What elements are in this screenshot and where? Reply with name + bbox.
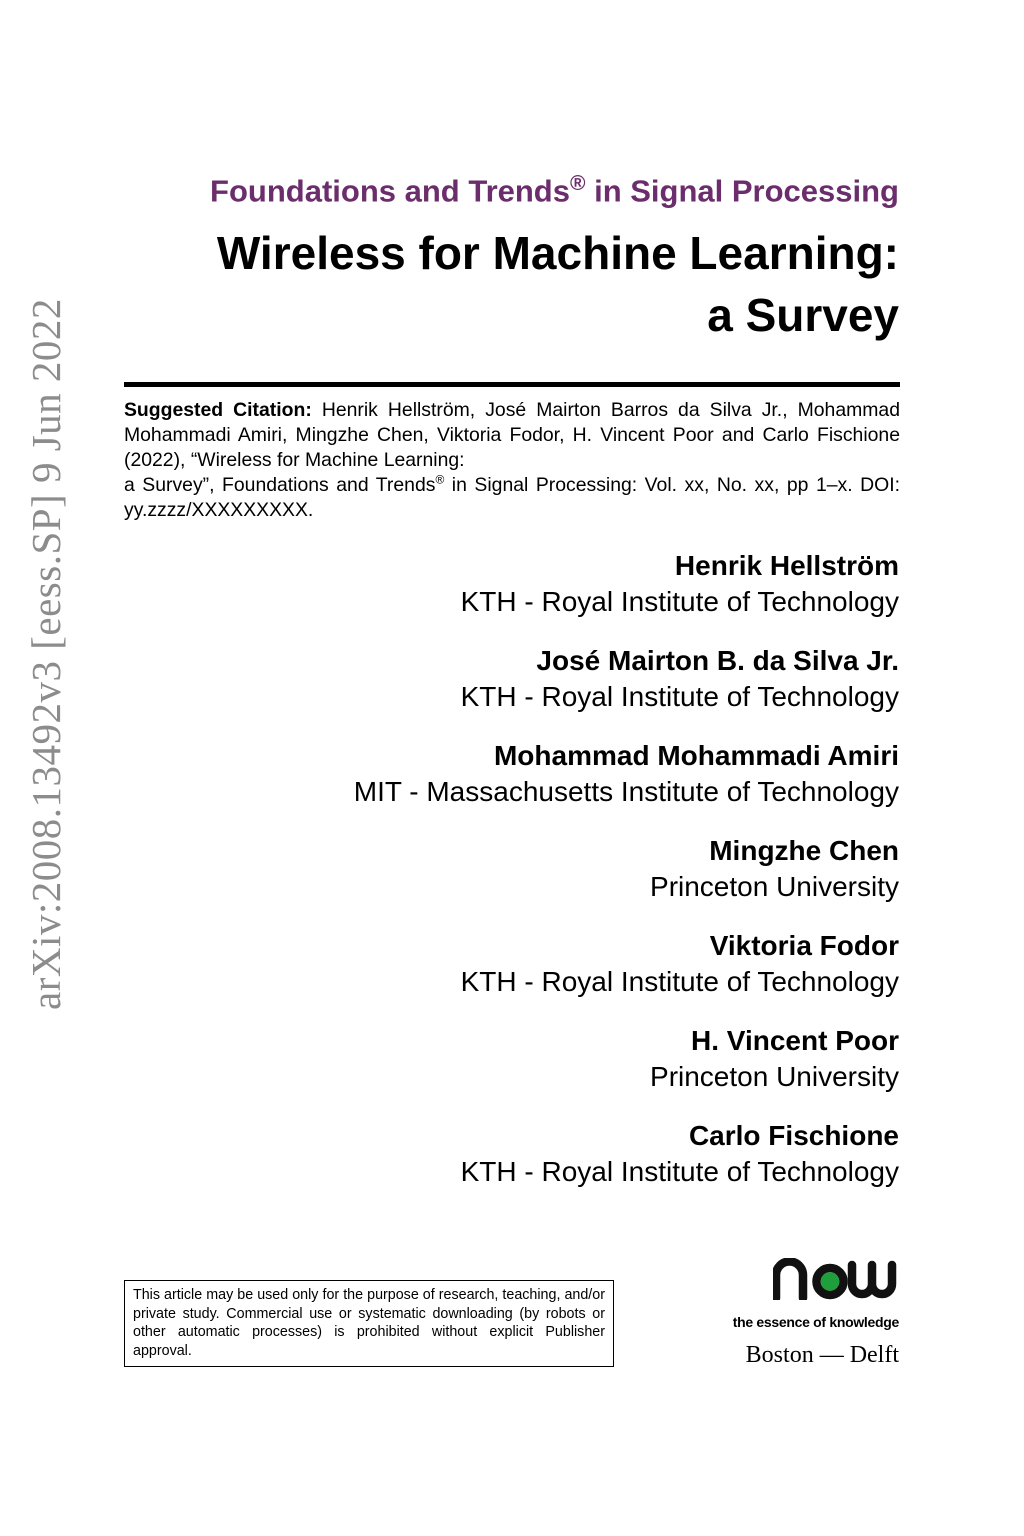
author-entry: [139, 1023, 899, 1095]
publisher-logo: [699, 1258, 899, 1330]
author-affiliation: KTH - Royal Institute of Technology: [460, 1156, 899, 1187]
author-name: José Mairton B. da Silva Jr.: [536, 645, 899, 676]
now-logo-dot-icon: [821, 1272, 840, 1291]
series-suffix: in Signal Processing: [585, 173, 899, 209]
author-entry: [139, 738, 899, 810]
author-affiliation: KTH - Royal Institute of Technology: [460, 681, 899, 712]
author-entry: [139, 1118, 899, 1190]
suggested-citation: [124, 398, 900, 523]
series-name: Foundations and Trends: [210, 173, 570, 209]
author-affiliation: MIT - Massachusetts Institute of Technology: [353, 776, 899, 807]
citation-label: Suggested Citation:: [124, 399, 312, 421]
now-logo-icon: [773, 1258, 899, 1300]
author-entry: [139, 548, 899, 620]
author-name: Mingzhe Chen: [709, 835, 899, 866]
title-line-2: a Survey: [707, 289, 899, 341]
citation-text-3: in Signal Processing: Vol. xx, No. xx, pp 1–x. DOI: yy.zzzz/XXXXXXXXX.: [124, 474, 900, 521]
citation-text-2: a Survey”, Foundations and Trends: [124, 474, 436, 496]
registered-mark: ®: [569, 172, 586, 195]
publisher-tagline: the essence of knowledge: [732, 1314, 899, 1330]
usage-notice: This article may be used only for the purpose of research, teaching, and/or private study. Commercial use or systematic downloading (by robots or other automatic processes) is prohibited without explicit Publisher approval.: [124, 1280, 614, 1367]
author-list: [139, 548, 899, 1213]
author-affiliation: KTH - Royal Institute of Technology: [460, 966, 899, 997]
citation-registered-mark: ®: [435, 472, 445, 487]
title-line-1: Wireless for Machine Learning:: [216, 227, 899, 279]
series-title: [210, 172, 899, 209]
author-entry: [139, 643, 899, 715]
author-affiliation: Princeton University: [650, 1061, 899, 1092]
author-affiliation: KTH - Royal Institute of Technology: [460, 586, 899, 617]
author-name: Henrik Hellström: [674, 550, 899, 581]
arxiv-stamp: arXiv:2008.13492v3 [eess.SP] 9 Jun 2022: [23, 298, 69, 1010]
author-affiliation: Princeton University: [650, 871, 899, 902]
citation-text-1: Henrik Hellström, José Mairton Barros da Silva Jr., Mohammad Mohammadi Amiri, Mingzhe Chen, Viktoria Fodor, H. Vincent Poor and Carlo Fischione (2022), “Wireless for Machine Learning:: [124, 399, 900, 471]
author-name: H. Vincent Poor: [691, 1025, 899, 1056]
author-entry: [139, 833, 899, 905]
author-entry: [139, 928, 899, 1000]
title-rule: [124, 382, 900, 387]
author-name: Carlo Fischione: [688, 1120, 899, 1151]
publisher-locations: Boston — Delft: [745, 1342, 899, 1368]
paper-title: [217, 222, 899, 346]
author-name: Mohammad Mohammadi Amiri: [493, 740, 899, 771]
author-name: Viktoria Fodor: [709, 930, 899, 961]
